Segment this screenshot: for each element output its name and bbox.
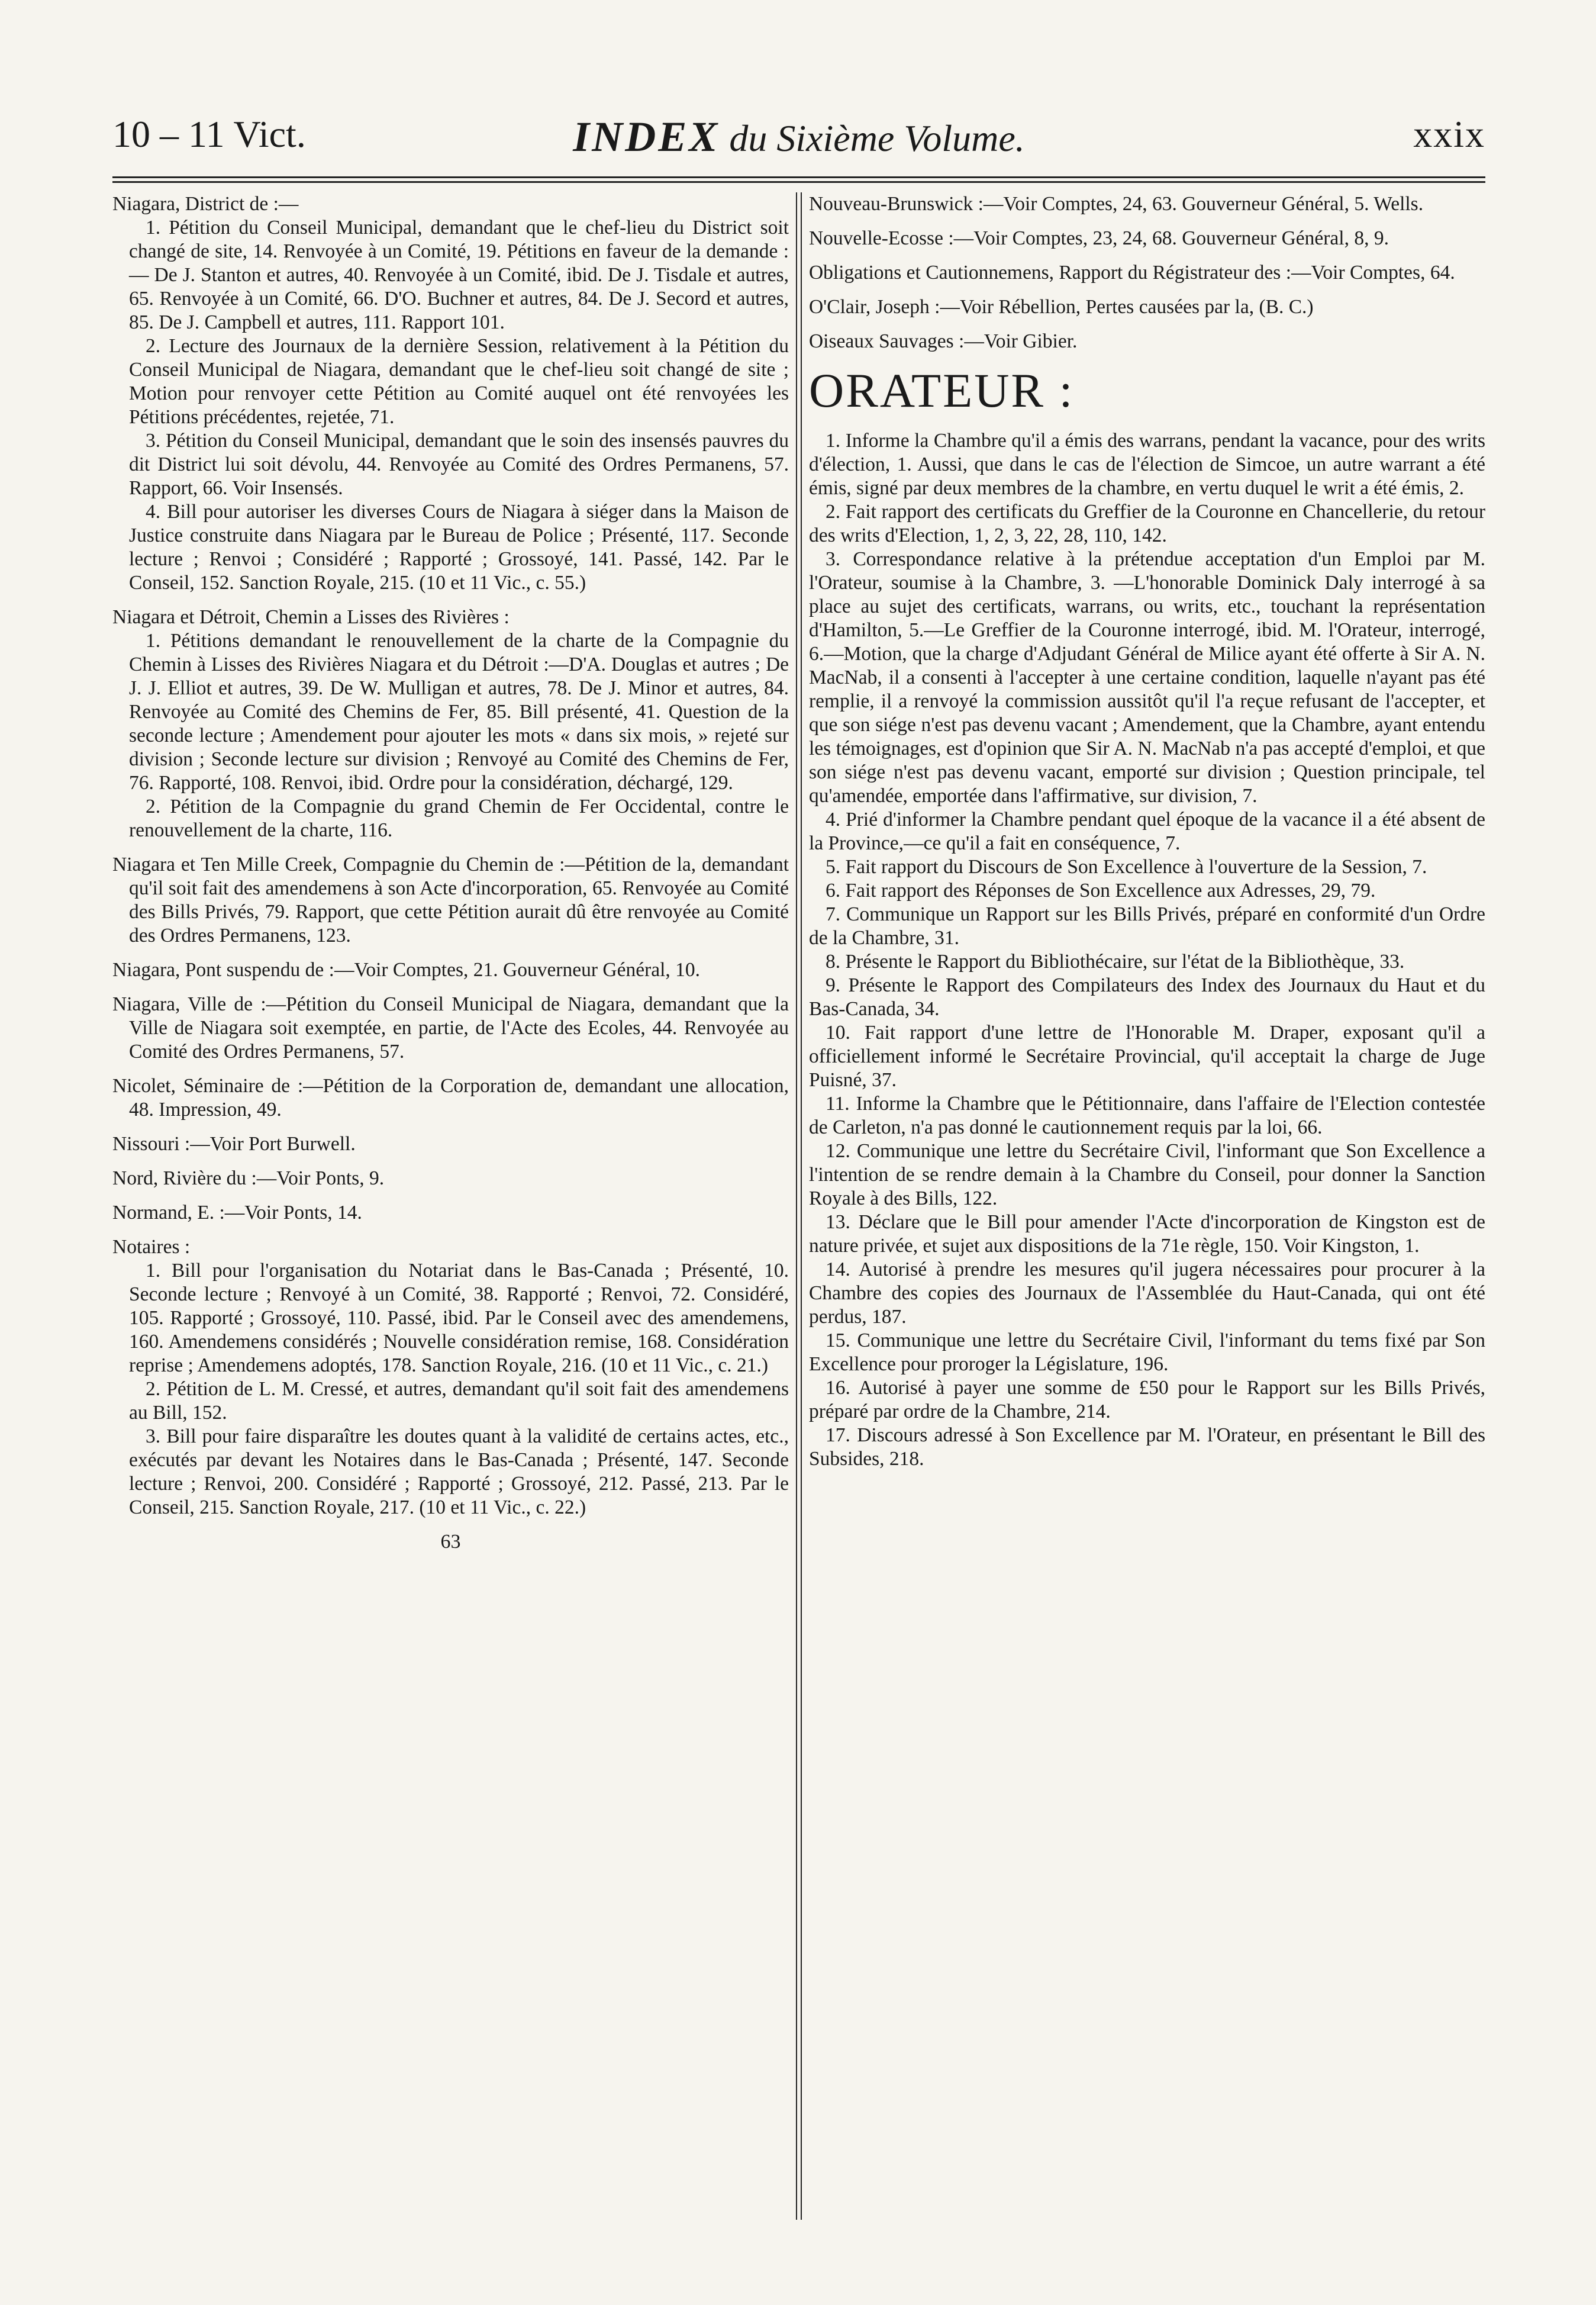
index-entry: Nouvelle-Ecosse :—Voir Comptes, 23, 24, 68. Gouverneur Général, 8, 9.	[808, 227, 1389, 249]
entry-heading: Niagara et Détroit, Chemin a Lisses des Rivières :	[112, 606, 510, 628]
orateur-item: 10. Fait rapport d'une lettre de l'Honorable M. Draper, exposant qu'il a officiellement informé le Secrétaire Provincial, qu'il acceptait la charge de Juge Puisné, 37.	[808, 1022, 1485, 1091]
running-header	[112, 112, 1485, 178]
index-entry	[112, 1235, 789, 1520]
entry-sub: 2. Pétition de la Compagnie du grand Chemin de Fer Occidental, contre le renouvellement de la charte, 116.	[129, 796, 789, 841]
two-column-body	[112, 192, 1485, 2220]
orateur-item: 11. Informe la Chambre que le Pétitionnaire, dans l'affaire de l'Election contestée de Carleton, n'a pas donné le cautionnement requis par la loi, 66.	[808, 1093, 1485, 1138]
orateur-item: 6. Fait rapport des Réponses de Son Excellence aux Adresses, 29, 79.	[825, 880, 1376, 902]
entry-heading: Notaires :	[112, 1236, 191, 1258]
page	[112, 112, 1485, 2220]
entry-heading: Nicolet, Séminaire de :—Pétition de la Corporation de, demandant une allocation, 48. Impression, 49.	[112, 1075, 789, 1121]
index-entry	[112, 1132, 789, 1156]
header-rule-top	[112, 176, 1485, 178]
index-entry	[112, 606, 789, 842]
orateur-item: 3. Correspondance relative à la prétendue acceptation d'un Emploi par M. l'Orateur, soumise à la Chambre, 3. —L'honorable Dominick Daly interrogé à sa place au sujet des certificats, warrans, ou writs, etc., touchant la représentation d'Hamilton, 5.—Le Greffier de la Couronne interrogé, ibid. M. l'Orateur, interrogé, 6.—Motion, que la charge d'Adjudant Général de Milice ayant été offerte à Sir A. N. MacNab, il a consenti à l'accepter à une certaine condition, laquelle n'ayant pas été remplie, il a renvoyé la commission aussitôt qu'il l'a reçue refusant de l'accepter, et que son siége n'est pas devenu vacant ; Amendement, que la Chambre, ayant entendu les témoignages, est d'opinion que Sir A. N. MacNab n'a pas accepté d'emploi, et que son siége n'est pas devenu vacant, emporté sur division ; Question principale, tel qu'amendée, emportée dans l'affirmative, sur division, 7.	[808, 548, 1485, 807]
header-title-index: INDEX	[573, 113, 720, 160]
folio: 63	[440, 1531, 461, 1553]
orateur-item: 5. Fait rapport du Discours de Son Excellence à l'ouverture de la Session, 7.	[825, 856, 1427, 878]
entry-heading: Nord, Rivière du :—Voir Ponts, 9.	[112, 1167, 385, 1189]
entry-sub: 2. Lecture des Journaux de la dernière Session, relativement à la Pétition du Conseil Municipal de Niagara, demandant que le chef-lieu soit changé de site ; Motion pour renvoyer cette Pétition au Comité auquel ont été renvoyées les Pétitions précédentes, rejetée, 71.	[129, 335, 789, 428]
orateur-item: 7. Communique un Rapport sur les Bills Privés, préparé en conformité d'un Ordre de la Chambre, 31.	[808, 903, 1485, 949]
header-title-rest: du Sixième Volume.	[720, 117, 1025, 159]
header-rule-bottom	[112, 181, 1485, 183]
right-column	[802, 192, 1485, 2220]
orateur-item: 17. Discours adressé à Son Excellence par M. l'Orateur, en présentant le Bill des Subsides, 218.	[808, 1424, 1485, 1470]
entry-sub: 1. Pétition du Conseil Municipal, demandant que le chef-lieu du District soit changé de site, 14. Renvoyée à un Comité, 19. Pétitions en faveur de la demande :— De J. Stanton et autres, 40. Renvoyée à un Comité, ibid. De J. Tisdale et autres, 65. Renvoyée à un Comité, 66. D'O. Buchner et autres, 84. De J. Secord et autres, 85. De J. Campbell et autres, 111. Rapport 101.	[129, 217, 789, 333]
entry-sub: 2. Pétition de L. M. Cressé, et autres, demandant qu'il soit fait des amendemens au Bill, 152.	[129, 1378, 789, 1424]
column-divider	[796, 192, 802, 2220]
index-entry	[112, 993, 789, 1064]
entry-sub: 1. Bill pour l'organisation du Notariat dans le Bas-Canada ; Présenté, 10. Seconde lecture ; Renvoyé à un Comité, 38. Rapporté ; Renvoi, 72. Considéré, 105. Rapporté ; Grossoyé, 110. Passé, ibid. Par le Conseil avec des amendemens, 160. Amendemens considérés ; Nouvelle considération remise, 168. Considération reprise ; Amendemens adoptés, 178. Sanction Royale, 216. (10 et 11 Vic., c. 21.)	[129, 1260, 789, 1376]
index-entry	[112, 1074, 789, 1122]
index-entry	[112, 192, 789, 595]
index-entry: Oiseaux Sauvages :—Voir Gibier.	[808, 330, 1078, 352]
header-page-number: xxix	[1413, 113, 1485, 155]
orateur-item: 16. Autorisé à payer une somme de £50 pour le Rapport sur les Bills Privés, préparé par ordre de la Chambre, 214.	[808, 1377, 1485, 1422]
index-entry	[112, 1167, 789, 1190]
orateur-item: 8. Présente le Rapport du Bibliothécaire, sur l'état de la Bibliothèque, 33.	[825, 951, 1405, 973]
entry-heading: Normand, E. :—Voir Ponts, 14.	[112, 1202, 362, 1224]
orateur-item: 13. Déclare que le Bill pour amender l'Acte d'incorporation de Kingston est de nature privée, et sujet aux dispositions de la 71e règle, 150. Voir Kingston, 1.	[808, 1211, 1485, 1257]
index-entry: O'Clair, Joseph :—Voir Rébellion, Pertes causées par la, (B. C.)	[808, 296, 1314, 318]
orateur-item: 9. Présente le Rapport des Compilateurs des Index des Journaux du Haut et du Bas-Canada, 34.	[808, 974, 1485, 1020]
entry-sub: 1. Pétitions demandant le renouvellement de la charte de la Compagnie du Chemin à Lisses des Rivières Niagara et du Détroit :—D'A. Douglas et autres ; De J. J. Elliot et autres, 39. De W. Mulligan et autres, 78. De J. Minor et autres, 84. Renvoyée au Comité des Chemins de Fer, 85. Bill présenté, 41. Question de la seconde lecture ; Amendement pour ajouter les mots « dans six mois, » rejeté sur division ; Seconde lecture sur division ; Renvoyé au Comité des Chemins de Fer, 76. Rapporté, 108. Renvoi, ibid. Ordre pour la considération, déchargé, 129.	[129, 630, 789, 794]
orateur-item: 15. Communique une lettre du Secrétaire Civil, l'informant du tems fixé par Son Excellence pour proroger la Législature, 196.	[808, 1329, 1485, 1375]
index-entry: Nouveau-Brunswick :—Voir Comptes, 24, 63. Gouverneur Général, 5. Wells.	[808, 193, 1424, 215]
orateur-item: 4. Prié d'informer la Chambre pendant quel époque de la vacance il a été absent de la Province,—ce qu'il a fait en conséquence, 7.	[808, 809, 1485, 854]
entry-sub: 3. Bill pour faire disparaître les doutes quant à la validité de certains actes, etc., exécutés par devant les Notaires dans le Bas-Canada ; Présenté, 147. Seconde lecture ; Renvoi, 200. Considéré ; Rapporté ; Grossoyé, 212. Passé, 213. Par le Conseil, 215. Sanction Royale, 217. (10 et 11 Vic., c. 22.)	[129, 1425, 789, 1518]
index-entry: Obligations et Cautionnemens, Rapport du Régistrateur des :—Voir Comptes, 64.	[808, 262, 1455, 284]
entry-sub: 3. Pétition du Conseil Municipal, demandant que le soin des insensés pauvres du dit District lui soit dévolu, 44. Renvoyée au Comité des Ordres Permanens, 57. Rapport, 66. Voir Insensés.	[129, 430, 789, 499]
index-entry	[112, 958, 789, 982]
orateur-item: 2. Fait rapport des certificats du Greffier de la Couronne en Chancellerie, du retour des writs d'Election, 1, 2, 3, 22, 28, 110, 142.	[808, 501, 1485, 546]
index-entry	[112, 853, 789, 948]
entry-heading: Niagara et Ten Mille Creek, Compagnie du Chemin de :—Pétition de la, demandant qu'il soit fait des amendemens à son Acte d'incorporation, 65. Renvoyée au Comité des Bills Privés, 79. Rapport, que cette Pétition aurait dû être renvoyée au Comité des Ordres Permanens, 123.	[112, 854, 789, 947]
orateur-item: 12. Communique une lettre du Secrétaire Civil, l'informant que Son Excellence a l'intention de se rendre demain à la Chambre du Conseil, pour donner la Sanction Royale à des Bills, 122.	[808, 1140, 1485, 1209]
header-title	[112, 112, 1485, 162]
section-heading-orateur: ORATEUR :	[808, 363, 1075, 417]
entry-heading: Nissouri :—Voir Port Burwell.	[112, 1133, 356, 1155]
header-regnal-year: 10 – 11 Vict.	[112, 113, 306, 155]
entry-heading: Niagara, Pont suspendu de :—Voir Comptes, 21. Gouverneur Général, 10.	[112, 959, 701, 981]
left-column	[112, 192, 796, 2220]
orateur-item: 1. Informe la Chambre qu'il a émis des warrans, pendant la vacance, pour des writs d'élection, 1. Aussi, que dans le cas de l'élection de Simcoe, un autre warrant a été émis, signé par deux membres de la chambre, en vertu duquel le writ a été émis, 2.	[808, 430, 1485, 499]
entry-heading: Niagara, District de :—	[112, 193, 299, 215]
entry-sub: 4. Bill pour autoriser les diverses Cours de Niagara à siéger dans la Maison de Justice construite dans Niagara par le Bureau de Police ; Présenté, 117. Seconde lecture ; Renvoi ; Considéré ; Rapporté ; Grossoyé, 141. Passé, 142. Par le Conseil, 152. Sanction Royale, 215. (10 et 11 Vic., c. 55.)	[129, 501, 789, 594]
index-entry	[112, 1201, 789, 1225]
orateur-item: 14. Autorisé à prendre les mesures qu'il jugera nécessaires pour procurer à la Chambre des copies des Journaux de l'Assemblée du Haut-Canada, qui ont été perdus, 187.	[808, 1258, 1485, 1328]
entry-heading: Niagara, Ville de :—Pétition du Conseil Municipal de Niagara, demandant que la Ville de Niagara soit exemptée, en partie, de l'Acte des Ecoles, 44. Renvoyée au Comité des Ordres Permanens, 57.	[112, 993, 789, 1063]
